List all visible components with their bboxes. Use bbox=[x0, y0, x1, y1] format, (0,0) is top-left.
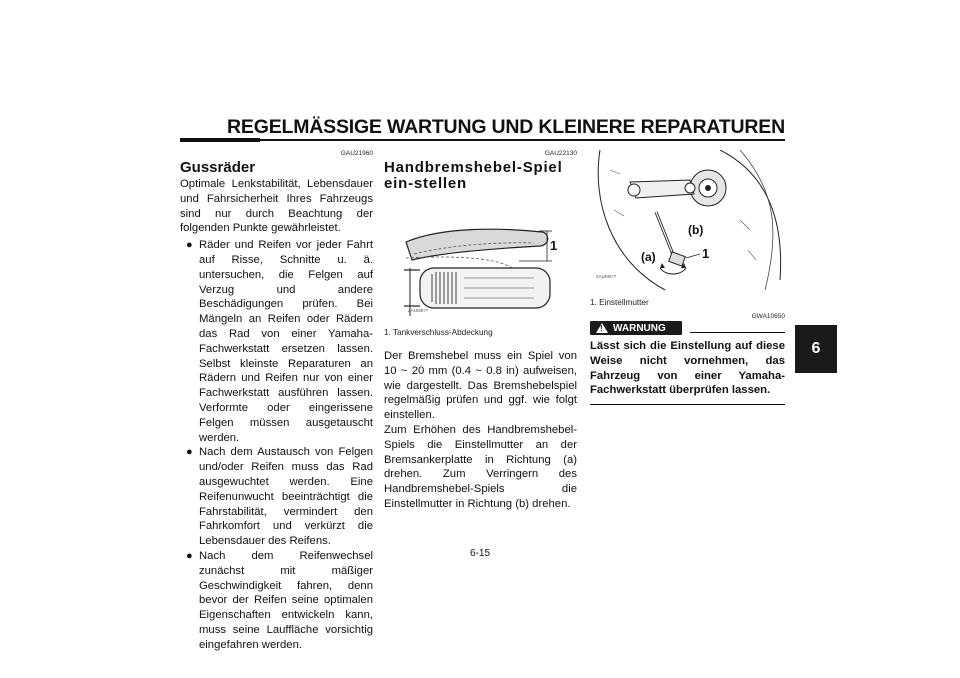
brake-lever-illustration bbox=[384, 198, 577, 318]
list-item bbox=[180, 238, 373, 445]
list-item-text: Räder und Reifen vor jeder Fahrt auf Risse, Schnitte u. ä. untersuchen, die Felgen auf Verzug und andere Beschädigungen prüfen. Bei Mängeln an Reifen oder Rädern das Rad von einer Yamaha-Fachwerkstatt ersetzen lassen. Selbst kleinste Reparaturen an Rädern und Reifen nur von einer Fachwerkstatt ausführen lassen. Verformte oder eingerissene Felgen müssen ausgetauscht werden. bbox=[199, 239, 373, 444]
warning-badge-label: WARNUNG bbox=[613, 322, 666, 334]
body-paragraph: Der Bremshebel muss ein Spiel von 10 ~ 20 mm (0.4 ~ 0.8 in) aufweisen, wie dargestellt. Das Bremshebelspiel regelmäßig prüfen und ggf. wie folgt einstellen. bbox=[384, 350, 577, 422]
bullet-icon: ● bbox=[186, 549, 193, 562]
list-item bbox=[180, 445, 373, 549]
intro-paragraph: Optimale Lenkstabilität, Lebensdauer und Fahrsicherheit Ihres Fahrzeugs sind nur durch Beachtung der folgenden Punkte gewährleistet. bbox=[180, 178, 373, 235]
column-adjuster bbox=[590, 150, 785, 405]
section-heading: Gussräder bbox=[180, 159, 256, 176]
warning-text: Lässt sich die Einstellung auf diese Weise nicht vornehmen, das Fahrzeug von einer Yamaha-Fachwerkstatt überprüfen lassen. bbox=[590, 340, 785, 397]
figure-label-b: (b) bbox=[688, 223, 704, 237]
page-number: 6-15 bbox=[470, 548, 491, 559]
header-rule bbox=[180, 139, 785, 141]
warning-bottom-rule bbox=[590, 404, 785, 405]
warning-code: GWA10650 bbox=[751, 313, 785, 320]
figure-code: ZAUM0?? bbox=[408, 308, 429, 313]
section-tab[interactable]: 6 bbox=[795, 325, 837, 373]
section-code: GAU21960 bbox=[340, 150, 373, 157]
warning-triangle-icon bbox=[596, 323, 608, 333]
bullet-icon: ● bbox=[186, 446, 193, 459]
brake-lever-drawing bbox=[384, 198, 577, 318]
bullet-icon: ● bbox=[186, 239, 193, 252]
list-item-text: Nach dem Reifenwechsel zunächst mit mäßiger Geschwindigkeit fahren, denn bevor der Reifen seine optimalen Eigenschaften entwickeln kann, muss seine Lauffläche vorsichtig eingefahren werden. bbox=[199, 549, 373, 651]
adjusting-nut-illustration bbox=[590, 150, 785, 300]
figure-label-a: (a) bbox=[641, 250, 656, 264]
figure-caption: 1. Tankverschluss-Abdeckung bbox=[384, 328, 493, 337]
warning-header bbox=[590, 321, 785, 337]
list-item-text: Nach dem Austausch von Felgen und/oder Reifen muss das Rad ausgewuchtet werden. Eine Reifenunwucht beeinträchtigt die Fahrstabilität, vermindert den Fahrkomfort und verkürzt die Lebensdauer des Reifens. bbox=[199, 446, 373, 548]
figure-code: ZAUM0?? bbox=[596, 274, 617, 279]
list-item bbox=[180, 549, 373, 653]
column-brake-lever bbox=[384, 150, 577, 512]
column-wheels bbox=[180, 150, 373, 653]
figure-label-1: 1 bbox=[702, 246, 710, 261]
body-paragraph: Zum Erhöhen des Handbremshebel-Spiels die Einstellmutter an der Bremsankerplatte in Richtung (a) drehen. Zum Verringern des Handbremshebel-Spiels die Einstellmutter in Richtung (b) drehen. bbox=[384, 423, 577, 510]
page-header-title: REGELMÄSSIGE WARTUNG UND KLEINERE REPARATUREN bbox=[227, 116, 785, 138]
warning-rule bbox=[690, 332, 785, 333]
bullet-list bbox=[180, 238, 373, 652]
section-code: GAU22130 bbox=[544, 150, 577, 157]
section-heading: Handbremshebel-Spiel ein-stellen bbox=[384, 159, 563, 192]
header-rule-accent bbox=[180, 138, 260, 142]
figure-caption: 1. Einstellmutter bbox=[590, 298, 649, 307]
figure-label-1: 1 bbox=[550, 238, 558, 253]
warning-badge bbox=[590, 321, 682, 335]
